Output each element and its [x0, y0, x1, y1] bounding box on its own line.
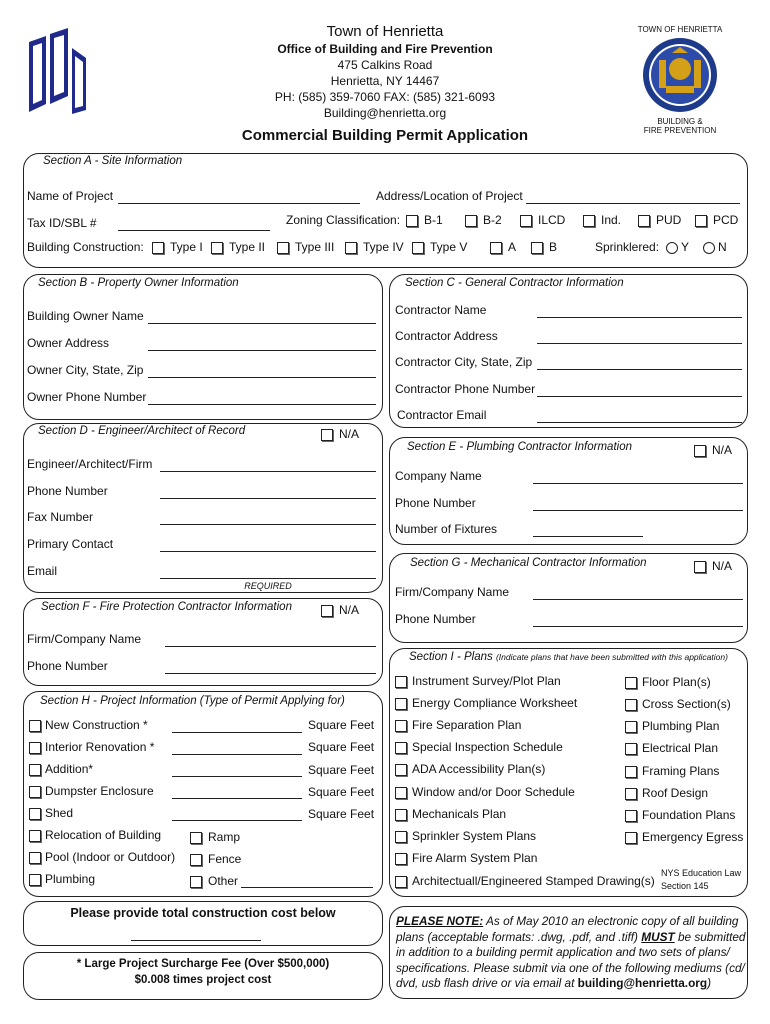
input-tax-id[interactable]: [118, 230, 270, 231]
section-h-title: Section H - Project Information (Type of Permit Applying for): [40, 695, 345, 707]
input-engineer-email[interactable]: [160, 578, 376, 579]
checkbox-plan-cross-section[interactable]: [625, 699, 637, 711]
checkbox-type-a[interactable]: [490, 242, 502, 254]
label-address-location: Address/Location of Project: [376, 189, 523, 203]
input-other[interactable]: [241, 887, 373, 888]
label-plan-framing: Framing Plans: [642, 764, 720, 778]
input-owner-city[interactable]: [148, 377, 376, 378]
label-type-b: B: [549, 240, 558, 254]
checkbox-type-iv[interactable]: [345, 242, 357, 254]
note-email[interactable]: building@henrietta.org: [577, 976, 708, 990]
label-other: Other: [208, 874, 239, 888]
checkbox-plan-electrical[interactable]: [625, 743, 637, 755]
checkbox-plan-stamped[interactable]: [395, 876, 407, 888]
section-e-title: Section E - Plumbing Contractor Information: [407, 441, 632, 453]
label-plumbing-phone: Phone Number: [395, 496, 476, 510]
checkbox-type-v[interactable]: [412, 242, 424, 254]
checkbox-type-iii[interactable]: [277, 242, 289, 254]
label-plan-ada: ADA Accessibility Plan(s): [412, 762, 546, 776]
label-plan-window-door: Window and/or Door Schedule: [412, 785, 575, 799]
required-note: REQUIRED: [244, 581, 292, 591]
checkbox-plan-instrument-survey[interactable]: [395, 676, 407, 688]
label-zoning-pud: PUD: [656, 213, 682, 227]
checkbox-plumbing[interactable]: [29, 874, 41, 886]
checkbox-ramp[interactable]: [190, 832, 202, 844]
label-zoning-b2: B-2: [483, 213, 502, 227]
label-contractor-city: Contractor City, State, Zip: [395, 355, 533, 369]
label-building-construction: Building Construction:: [27, 240, 144, 254]
checkbox-zoning-pud[interactable]: [638, 215, 650, 227]
section-f-title: Section F - Fire Protection Contractor Information: [41, 601, 292, 613]
label-mechanical-company: Firm/Company Name: [395, 585, 510, 599]
label-interior-renovation: Interior Renovation *: [45, 740, 155, 754]
cost-title: Please provide total construction cost below: [70, 906, 336, 920]
label-new-construction: New Construction *: [45, 718, 148, 732]
input-contractor-phone[interactable]: [537, 396, 742, 397]
checkbox-zoning-ilcd[interactable]: [520, 215, 532, 227]
checkbox-zoning-b2[interactable]: [465, 215, 477, 227]
office-address-1: 475 Calkins Road: [337, 58, 433, 72]
seal-bottom-caption-1: BUILDING &: [657, 117, 703, 126]
checkbox-other[interactable]: [190, 876, 202, 888]
label-engineer-firm: Engineer/Architect/Firm: [27, 457, 153, 471]
label-sqft-1: Square Feet: [308, 718, 375, 732]
section-g-title: Section G - Mechanical Contractor Information: [410, 557, 647, 569]
label-contractor-name: Contractor Name: [395, 303, 487, 317]
label-type-iv: Type IV: [363, 240, 404, 254]
label-plan-energy: Energy Compliance Worksheet: [412, 696, 578, 710]
input-contractor-address[interactable]: [537, 343, 742, 344]
label-sqft-4: Square Feet: [308, 785, 375, 799]
input-owner-phone[interactable]: [148, 404, 376, 405]
seal-bottom-caption-2: FIRE PREVENTION: [643, 126, 717, 135]
section-i-subtitle: (Indicate plans that have been submitted with this application): [495, 652, 728, 662]
input-construction-cost[interactable]: [131, 940, 261, 941]
checkbox-plan-ada[interactable]: [395, 764, 407, 776]
town-logo: [24, 26, 96, 116]
label-engineer-email: Email: [27, 564, 58, 578]
checkbox-section-f-na[interactable]: [321, 605, 333, 617]
surcharge-line-2: $0.008 times project cost: [134, 974, 272, 986]
checkbox-zoning-b1[interactable]: [406, 215, 418, 227]
checkbox-type-ii[interactable]: [211, 242, 223, 254]
input-name-of-project[interactable]: [118, 203, 360, 204]
note-close: ): [707, 976, 712, 990]
label-zoning-ind: Ind.: [601, 213, 622, 227]
checkbox-plan-sprinkler[interactable]: [395, 831, 407, 843]
label-type-v: Type V: [430, 240, 468, 254]
label-dumpster-enclosure: Dumpster Enclosure: [45, 784, 154, 798]
input-contractor-city[interactable]: [537, 369, 742, 370]
label-plan-sprinkler: Sprinkler System Plans: [412, 829, 537, 843]
input-plumbing-company[interactable]: [533, 483, 743, 484]
checkbox-type-i[interactable]: [152, 242, 164, 254]
label-plan-mechanicals: Mechanicals Plan: [412, 807, 507, 821]
office-name: Office of Building and Fire Prevention: [277, 42, 493, 56]
label-plan-foundation: Foundation Plans: [642, 808, 736, 822]
checkbox-section-d-na[interactable]: [321, 429, 333, 441]
label-sprinklered-no: N: [718, 240, 727, 254]
section-i-title-text: Section I - Plans: [409, 651, 493, 663]
input-engineer-firm[interactable]: [160, 471, 376, 472]
label-plumbing-company: Company Name: [395, 469, 482, 483]
label-plumbing: Plumbing: [45, 872, 96, 886]
note-text-2: be submitted in addition to a building permit application and two sets of plans/ specifications. Please submit via one of the following mediums (cd/ dvd, usb flash drive or via email at: [396, 929, 746, 990]
label-zoning-b1: B-1: [424, 213, 443, 227]
input-contractor-email[interactable]: [537, 422, 742, 423]
office-address-2: Henrietta, NY 14467: [330, 74, 440, 88]
label-section-g-na: N/A: [712, 559, 733, 573]
input-owner-address[interactable]: [148, 350, 376, 351]
label-fence: Fence: [208, 852, 242, 866]
label-plan-egress: Emergency Egress: [642, 830, 744, 844]
label-plan-fire-separation: Fire Separation Plan: [412, 718, 522, 732]
label-owner-phone: Owner Phone Number: [27, 390, 147, 404]
label-owner-city: Owner City, State, Zip: [27, 363, 144, 377]
note-must: MUST: [641, 929, 675, 944]
label-building-owner-name: Building Owner Name: [27, 309, 144, 323]
input-interior-renovation-sqft[interactable]: [172, 754, 302, 755]
label-plan-stamped: Architectuall/Engineered Stamped Drawing(s): [412, 874, 655, 888]
input-building-owner-name[interactable]: [148, 323, 376, 324]
checkbox-new-construction[interactable]: [29, 720, 41, 732]
section-a-title: Section A - Site Information: [43, 155, 183, 167]
label-sprinklered-yes: Y: [681, 240, 690, 254]
checkbox-relocation[interactable]: [29, 830, 41, 842]
radio-sprinklered-no[interactable]: [703, 242, 715, 254]
label-shed: Shed: [45, 806, 74, 820]
checkbox-plan-foundation[interactable]: [625, 810, 637, 822]
note-label: PLEASE NOTE:: [396, 914, 484, 928]
label-mechanical-phone: Phone Number: [395, 612, 476, 626]
checkbox-plan-window-door[interactable]: [395, 787, 407, 799]
radio-sprinklered-yes[interactable]: [666, 242, 678, 254]
label-plan-electrical: Electrical Plan: [642, 741, 719, 755]
checkbox-type-b[interactable]: [531, 242, 543, 254]
checkbox-plan-energy[interactable]: [395, 698, 407, 710]
input-contractor-name[interactable]: [537, 317, 742, 318]
checkbox-plan-special-inspection[interactable]: [395, 742, 407, 754]
label-contractor-address: Contractor Address: [395, 329, 498, 343]
label-owner-address: Owner Address: [27, 336, 110, 350]
section-b-title: Section B - Property Owner Information: [38, 277, 239, 289]
label-relocation: Relocation of Building: [45, 828, 162, 842]
label-zoning-pcd: PCD: [713, 213, 739, 227]
checkbox-section-e-na[interactable]: [694, 445, 706, 457]
input-addition-sqft[interactable]: [172, 776, 302, 777]
label-plan-fire-alarm: Fire Alarm System Plan: [412, 851, 538, 865]
checkbox-pool[interactable]: [29, 852, 41, 864]
label-type-a: A: [508, 240, 517, 254]
label-sprinklered: Sprinklered:: [595, 240, 660, 254]
label-ramp: Ramp: [208, 830, 241, 844]
town-seal-icon: [640, 36, 720, 114]
input-engineer-phone[interactable]: [160, 498, 376, 499]
input-primary-contact[interactable]: [160, 551, 376, 552]
town-name: Town of Henrietta: [326, 23, 444, 40]
nys-law-line-2: Section 145: [661, 881, 709, 891]
input-fire-phone[interactable]: [165, 673, 376, 674]
label-name-of-project: Name of Project: [27, 189, 114, 203]
form-title: Commercial Building Permit Application: [241, 127, 529, 144]
checkbox-plan-fire-separation[interactable]: [395, 720, 407, 732]
input-dumpster-sqft[interactable]: [172, 798, 302, 799]
checkbox-zoning-pcd[interactable]: [695, 215, 707, 227]
label-primary-contact: Primary Contact: [27, 537, 114, 551]
label-plan-roof: Roof Design: [642, 786, 709, 800]
checkbox-plan-egress[interactable]: [625, 832, 637, 844]
checkbox-plan-fire-alarm[interactable]: [395, 853, 407, 865]
label-type-ii: Type II: [229, 240, 266, 254]
input-plumbing-phone[interactable]: [533, 510, 743, 511]
label-plan-special-inspection: Special Inspection Schedule: [412, 740, 563, 754]
checkbox-zoning-ind[interactable]: [583, 215, 595, 227]
label-section-e-na: N/A: [712, 443, 733, 457]
input-fire-firm[interactable]: [165, 646, 376, 647]
label-plan-cross-section: Cross Section(s): [642, 697, 731, 711]
label-addition: Addition*: [45, 762, 94, 776]
label-contractor-email: Contractor Email: [397, 408, 487, 422]
label-type-iii: Type III: [295, 240, 335, 254]
checkbox-fence[interactable]: [190, 854, 202, 866]
office-phone-fax: PH: (585) 359-7060 FAX: (585) 321-6093: [274, 90, 496, 104]
label-engineer-fax: Fax Number: [27, 510, 94, 524]
label-section-f-na: N/A: [339, 603, 360, 617]
label-zoning: Zoning Classification:: [286, 213, 401, 227]
checkbox-dumpster-enclosure[interactable]: [29, 786, 41, 798]
note-paragraph: [396, 914, 746, 992]
section-c-title: Section C - General Contractor Information: [405, 277, 624, 289]
checkbox-shed[interactable]: [29, 808, 41, 820]
nys-law-line-1: NYS Education Law: [661, 868, 742, 878]
label-section-d-na: N/A: [339, 427, 360, 441]
label-type-i: Type I: [170, 240, 203, 254]
surcharge-line-1: * Large Project Surcharge Fee (Over $500,000): [76, 958, 330, 970]
checkbox-plan-plumbing[interactable]: [625, 721, 637, 733]
seal-top-caption: TOWN OF HENRIETTA: [637, 25, 723, 34]
input-address-location[interactable]: [526, 203, 740, 204]
label-plan-instrument-survey: Instrument Survey/Plot Plan: [412, 674, 561, 688]
label-sqft-2: Square Feet: [308, 740, 375, 754]
input-shed-sqft[interactable]: [172, 820, 302, 821]
checkbox-plan-framing[interactable]: [625, 766, 637, 778]
input-new-construction-sqft[interactable]: [172, 732, 302, 733]
label-fire-phone: Phone Number: [27, 659, 108, 673]
section-d-box: [23, 423, 383, 593]
label-sqft-5: Square Feet: [308, 807, 375, 821]
checkbox-section-g-na[interactable]: [694, 561, 706, 573]
label-number-of-fixtures: Number of Fixtures: [395, 522, 498, 536]
label-plan-floor: Floor Plan(s): [642, 675, 711, 689]
input-engineer-fax[interactable]: [160, 524, 376, 525]
note-text-1: As of May 2010 an electronic copy of all building plans (acceptable formats: .dwg, .pdf, and .tiff): [396, 914, 739, 944]
checkbox-plan-roof[interactable]: [625, 788, 637, 800]
label-plan-plumbing: Plumbing Plan: [642, 719, 720, 733]
checkbox-plan-mechanicals[interactable]: [395, 809, 407, 821]
label-fire-firm: Firm/Company Name: [27, 632, 142, 646]
label-tax-id: Tax ID/SBL #: [27, 216, 97, 230]
label-engineer-phone: Phone Number: [27, 484, 108, 498]
input-mechanical-phone[interactable]: [533, 626, 743, 627]
checkbox-addition[interactable]: [29, 764, 41, 776]
label-sqft-3: Square Feet: [308, 763, 375, 777]
checkbox-plan-floor[interactable]: [625, 677, 637, 689]
section-i-title: [409, 651, 728, 663]
checkbox-interior-renovation[interactable]: [29, 742, 41, 754]
office-email: Building@henrietta.org: [323, 106, 447, 120]
section-c-box: [389, 274, 748, 428]
section-d-title: Section D - Engineer/Architect of Record: [38, 425, 246, 437]
label-zoning-ilcd: ILCD: [538, 213, 566, 227]
label-pool: Pool (Indoor or Outdoor): [45, 850, 176, 864]
input-number-of-fixtures[interactable]: [533, 536, 643, 537]
input-mechanical-company[interactable]: [533, 599, 743, 600]
label-contractor-phone: Contractor Phone Number: [395, 382, 536, 396]
